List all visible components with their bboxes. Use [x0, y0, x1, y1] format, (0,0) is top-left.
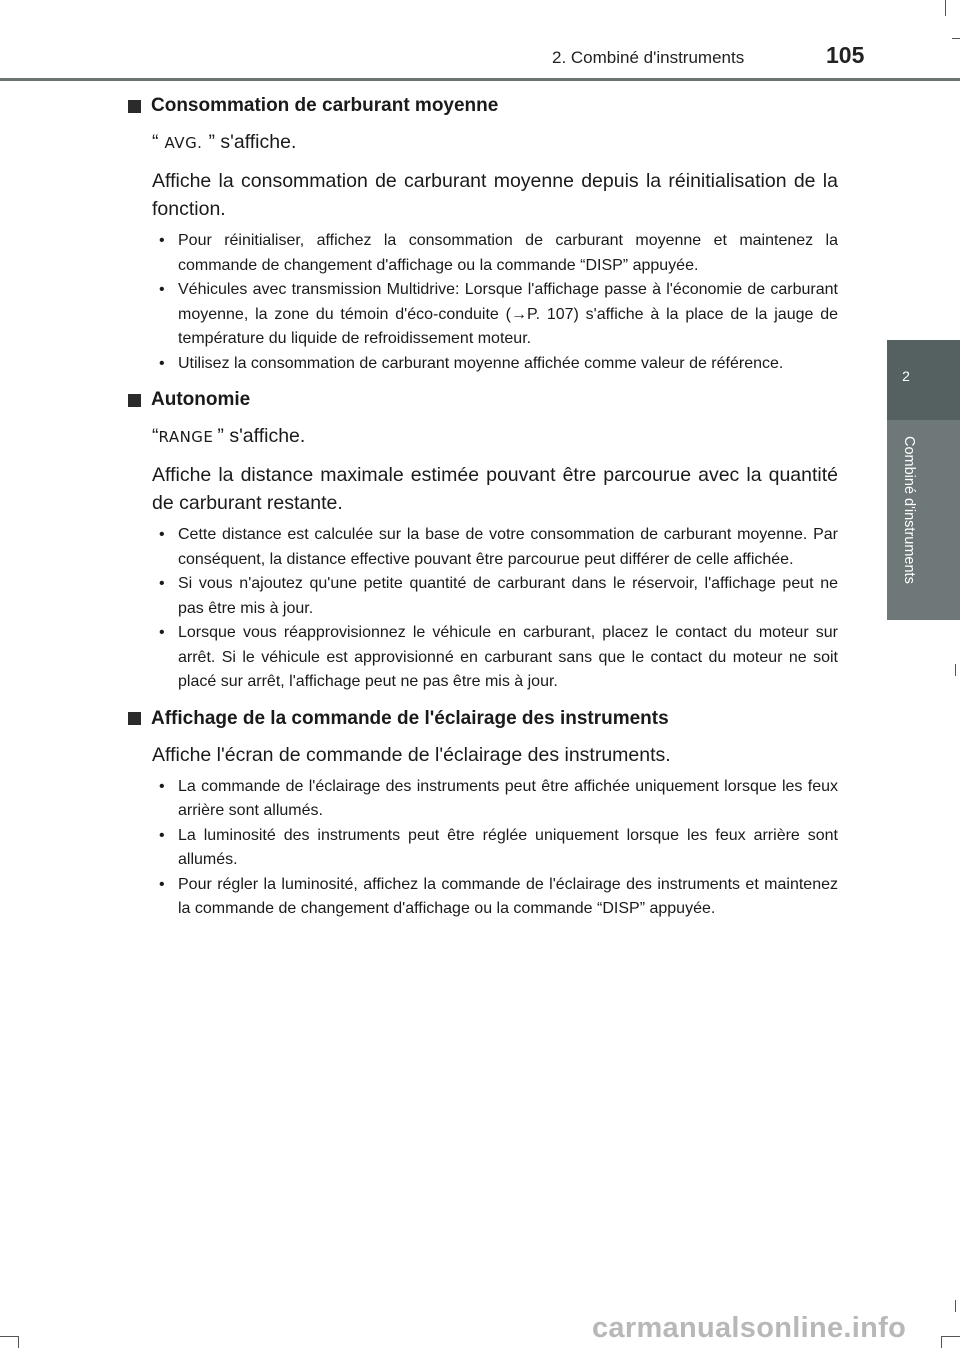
- square-bullet-icon: [128, 100, 141, 113]
- section-heading-text: Affichage de la commande de l'éclairage des instruments: [151, 707, 669, 729]
- crop-mark: [955, 664, 956, 676]
- list-item: • Lorsque vous réapprovisionnez le véhicule en carburant, placez le contact du moteur sur arrêt. Si le véhicule est approvisionné en carburant sans que le contact du moteur ne soit placé sur arrêt, l'affichage peut ne pas être mis à jour.: [152, 621, 838, 695]
- crop-mark: [941, 1336, 960, 1337]
- page-content: [128, 90, 838, 934]
- section-heading-text: Consommation de carburant moyenne: [151, 95, 499, 116]
- bullet-list: [128, 523, 838, 695]
- list-item: • Cette distance est calculée sur la base de votre consommation de carburant moyenne. Par conséquent, la distance effective pouvant être parcourue peut différer de celle affichée.: [152, 523, 838, 572]
- square-bullet-icon: [128, 712, 141, 725]
- crop-mark: [952, 38, 960, 39]
- side-tab-label: Combiné d'instruments: [901, 436, 917, 584]
- list-item: • Pour réinitialiser, affichez la consommation de carburant moyenne et maintenez la commande de changement d'affichage ou la commande “DISP” appuyée.: [152, 229, 838, 278]
- section-range: [128, 388, 838, 695]
- crop-mark: [18, 1336, 19, 1348]
- watermark: carmanualsonline.info: [592, 1312, 907, 1344]
- list-item: • Si vous n'ajoutez qu'une petite quantité de carburant dans le réservoir, l'affichage peut ne pas être mis à jour.: [152, 572, 838, 621]
- crop-mark: [0, 1336, 18, 1337]
- bullet-list: [128, 229, 838, 376]
- display-line: [152, 422, 838, 451]
- page-number: 105: [826, 42, 865, 68]
- quote-open: “: [152, 425, 159, 447]
- section-heading: [128, 388, 838, 412]
- list-item: • Véhicules avec transmission Multidrive: Lorsque l'affichage passe à l'économie de carburant moyenne, la zone du témoin d'éco-conduite (→P. 107) s'affiche à la place de la jauge de température du liquide de refroidissement moteur.: [152, 278, 838, 352]
- section-heading: [128, 94, 838, 118]
- section-description: Affiche la distance maximale estimée pouvant être parcourue avec la quantité de carburant restante.: [152, 464, 838, 514]
- crop-mark: [945, 0, 946, 16]
- side-tab-number: 2: [902, 368, 910, 384]
- section-description: Affiche l'écran de commande de l'éclairage des instruments.: [152, 743, 671, 766]
- list-item: • Pour régler la luminosité, affichez la commande de l'éclairage des instruments et maintenez la commande de changement d'affichage ou la commande “DISP” appuyée.: [152, 873, 838, 922]
- header-divider: [0, 78, 960, 81]
- display-line: [152, 128, 838, 157]
- crop-mark: [955, 1300, 956, 1312]
- section-illumination-control: [128, 707, 838, 922]
- display-suffix: ” s'affiche.: [217, 425, 306, 447]
- square-bullet-icon: [128, 394, 141, 407]
- bullet-list: [128, 775, 838, 922]
- section-average-consumption: [128, 94, 838, 376]
- section-description: Affiche la consommation de carburant moyenne depuis la réinitialisation de la fonction.: [152, 170, 838, 220]
- display-code: RANGE: [158, 428, 214, 446]
- section-heading-text: Autonomie: [151, 389, 251, 410]
- display-suffix: ” s'affiche.: [208, 131, 297, 153]
- crop-mark: [941, 1336, 942, 1348]
- chapter-title: 2. Combiné d'instruments: [552, 48, 745, 67]
- section-heading: [128, 707, 838, 731]
- list-item: • La luminosité des instruments peut être réglée uniquement lorsque les feux arrière sont allumés.: [152, 824, 838, 873]
- quote-open: “: [152, 131, 159, 153]
- list-item: • La commande de l'éclairage des instruments peut être affichée uniquement lorsque les feux arrière sont allumés.: [152, 775, 838, 824]
- list-item: • Utilisez la consommation de carburant moyenne affichée comme valeur de référence.: [152, 352, 838, 377]
- display-code: AVG.: [164, 134, 203, 152]
